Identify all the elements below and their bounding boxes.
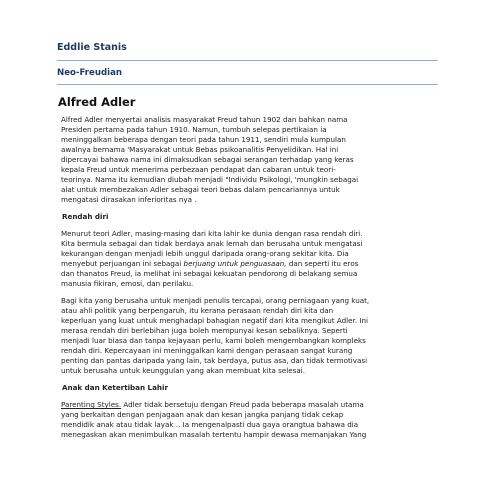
text-line: manusia fikiran, emosi, dan perilaku. [61, 279, 194, 288]
text-line: mendidik anak atau tidak layak .. Ia mengenalpasti dua gaya orangtua bahawa dia [61, 420, 359, 429]
text-line: yang berkaitan dengan penjagaan anak dan kesan jangka panjang tidak cekap [61, 410, 344, 419]
emphasis-text: berjuang untuk penguasaan, [183, 259, 287, 268]
intro-paragraph [58, 115, 442, 205]
text-line [58, 400, 442, 410]
text-line: Presiden pertama pada tahun 1910. Namun, tumbuh selepas pertikaian ia [61, 125, 327, 134]
text-line: Alfred Adler menyertai analisis masyarakat Freud tahun 1902 dan bahkan nama [61, 115, 348, 124]
text-line [58, 259, 442, 269]
text-line: merasa rendah diri berlebihan juga boleh mempunyai kesan sebaliknya. Seperti [61, 326, 348, 335]
article-title: Alfred Adler [58, 95, 136, 109]
text-line: teorinya. Nama itu kemudian diubah menjadi "Individu Psikologi, 'mungkin sebagai [61, 175, 359, 184]
parenting-styles-paragraph [58, 400, 442, 440]
author-name: Eddlie Stanis [57, 42, 127, 53]
text-line: penting dan pantas daripada yang lain, tak berdaya, putus asa, dan tidak termotivasi [61, 356, 368, 365]
text-line: menegaskan akan menimbulkan masalah tertentu hampir dewasa memanjakan Yang [61, 430, 367, 439]
header-divider-top [57, 60, 438, 61]
category-label: Neo-Freudian [57, 68, 123, 78]
article-body [58, 94, 442, 447]
text-segment: dan seperti itu eros [286, 259, 359, 268]
text-line: kekurangan dengan menjadi lebih unggul daripada orang-orang sekitar kita. Dia [61, 249, 349, 258]
text-segment: menyebut perjuangan ini sebagai [61, 259, 184, 268]
text-line: dan thanatos Freud, ia melihat ini sebagai kekuatan pendorong di belakang semua [61, 269, 358, 278]
text-line: keperluan yang kuat untuk menghadapi bahagian negatif dari kita mengikut Adler. Ini [61, 316, 368, 325]
text-line: Kita bermula sebagai dan tidak berdaya anak lemah dan berusaha untuk mengatasi [61, 239, 363, 248]
header-divider-bottom [57, 84, 438, 85]
text-line: Menurut teori Adler, masing-masing dari kita lahir ke dunia dengan rasa rendah diri. [61, 229, 363, 238]
text-line: dipercayai bahawa nama ini dimaksudkan sebagai serangan terhadap yang keras [61, 155, 354, 164]
rendah-diri-paragraph-1 [58, 229, 442, 289]
rendah-diri-paragraph-2 [58, 296, 442, 376]
text-line: mengatasi dirasakan inferioritas nya . [61, 195, 197, 204]
section-heading-anak-dan-ketertiban-lahir: Anak dan Ketertiban Lahir [62, 383, 168, 392]
text-line: alat untuk membezakan Adler sebagai teori bebas dalam pencariannya untuk [61, 185, 340, 194]
text-line: menjadi luar biasa dan tanpa kejayaan perlu, kami boleh mengembangkan kompleks [61, 336, 366, 345]
text-line: Bagi kita yang berusaha untuk menjadi penulis tercapai, orang perniagaan yang kuat, [61, 296, 370, 305]
text-line: atau ahli politik yang berpengaruh, itu kerana perasaan rendah diri kita dan [61, 306, 334, 315]
text-line: rendah diri. Kepercayaan ini meninggalkan kami dengan perasaan sangat kurang [61, 346, 353, 355]
text-line: kepala Freud untuk menerima perbezaan pendapat dan cabaran untuk teori- [61, 165, 336, 174]
text-line: awalnya bernama 'Masyarakat untuk Bebas psikoanalitis Penyelidikan. Hal ini [61, 145, 339, 154]
underlined-term: Parenting Styles. [61, 400, 122, 409]
text-line: untuk berusaha untuk keunggulan yang akan membuat kita selesai. [61, 366, 305, 375]
section-heading-rendah-diri: Rendah diri [62, 212, 109, 221]
text-segment: Adler tidak bersetuju dengan Freud pada beberapa masalah utama [121, 400, 364, 409]
text-line: meninggalkan beberapa dengan teori pada tahun 1911, sendiri mula kumpulan [61, 135, 346, 144]
